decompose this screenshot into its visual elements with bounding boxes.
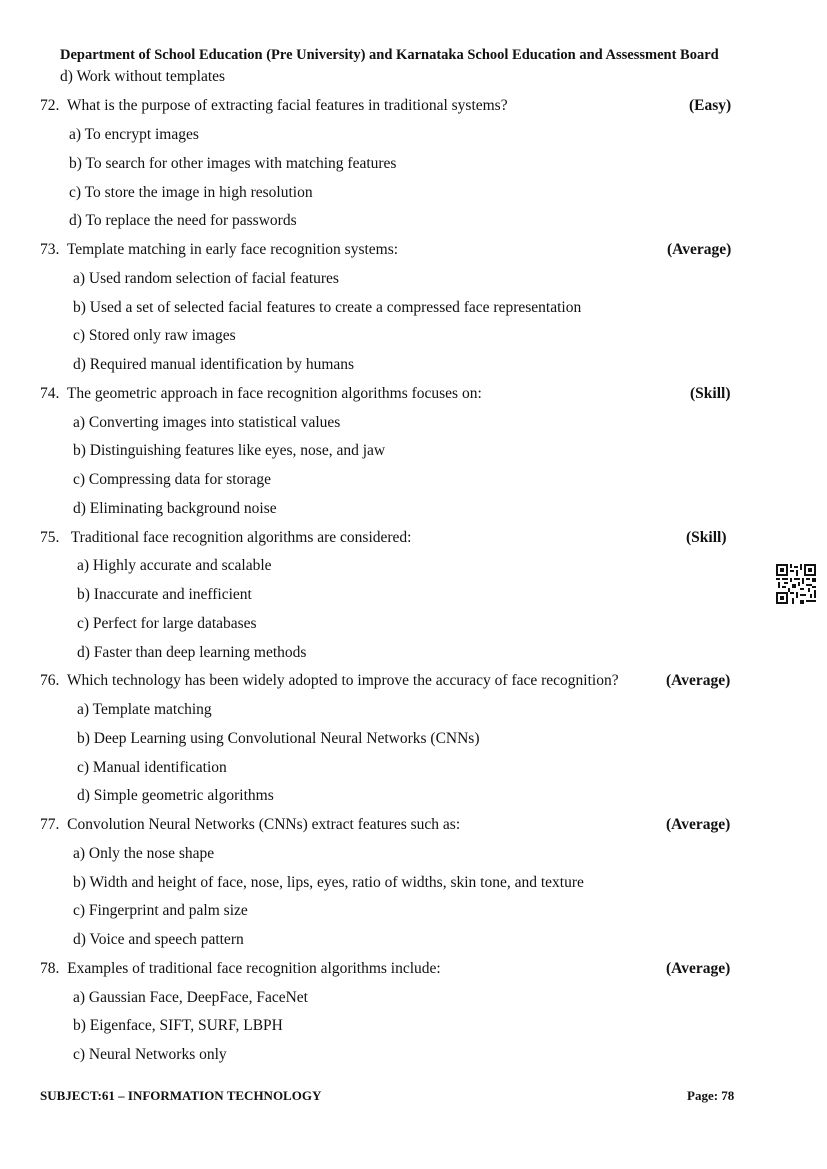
carry-over-option: d) Work without templates bbox=[60, 68, 226, 85]
difficulty-badge: (Average) bbox=[666, 672, 731, 689]
question-75 bbox=[40, 529, 412, 547]
option-d: d) To replace the need for passwords bbox=[69, 212, 297, 229]
question-number: 76. bbox=[40, 672, 60, 689]
option-b: b) To search for other images with matching features bbox=[69, 155, 397, 172]
difficulty-badge: (Easy) bbox=[689, 97, 732, 114]
option-c: c) Perfect for large databases bbox=[77, 615, 257, 632]
question-77 bbox=[40, 816, 460, 834]
question-73 bbox=[40, 241, 398, 259]
difficulty-badge: (Skill) bbox=[686, 529, 727, 546]
qr-code-graphic bbox=[776, 564, 816, 604]
question-72 bbox=[40, 97, 508, 115]
question-text: The geometric approach in face recognition algorithms focuses on: bbox=[66, 385, 482, 402]
difficulty-badge: (Average) bbox=[666, 960, 731, 977]
difficulty-badge: (Average) bbox=[666, 816, 731, 833]
footer-subject: SUBJECT:61 – INFORMATION TECHNOLOGY bbox=[40, 1088, 322, 1103]
option-c: c) Stored only raw images bbox=[73, 327, 236, 344]
option-c: c) To store the image in high resolution bbox=[69, 184, 313, 201]
option-a: a) Used random selection of facial features bbox=[73, 270, 339, 287]
qr-code-icon bbox=[776, 564, 816, 604]
question-text: Template matching in early face recognition systems: bbox=[66, 241, 399, 258]
option-a: a) To encrypt images bbox=[69, 126, 199, 143]
question-text: Which technology has been widely adopted to improve the accuracy of face recognition? bbox=[66, 672, 619, 689]
option-c: c) Fingerprint and palm size bbox=[73, 902, 248, 919]
difficulty-badge: (Skill) bbox=[690, 385, 731, 402]
option-b: b) Eigenface, SIFT, SURF, LBPH bbox=[73, 1017, 283, 1034]
question-number: 75. bbox=[40, 529, 60, 546]
option-d: d) Faster than deep learning methods bbox=[77, 644, 307, 661]
question-number: 77. bbox=[40, 816, 60, 833]
option-a: a) Highly accurate and scalable bbox=[77, 557, 272, 574]
question-number: 73. bbox=[40, 241, 60, 258]
option-b: b) Distinguishing features like eyes, nose, and jaw bbox=[73, 442, 386, 459]
page-header: Department of School Education (Pre University) and Karnataka School Education and Assessment Board bbox=[60, 47, 719, 63]
option-a: a) Converting images into statistical values bbox=[73, 414, 341, 431]
question-text: Traditional face recognition algorithms are considered: bbox=[70, 529, 412, 546]
option-b: b) Inaccurate and inefficient bbox=[77, 586, 252, 603]
option-b: b) Width and height of face, nose, lips, eyes, ratio of widths, skin tone, and texture bbox=[73, 874, 584, 891]
footer-page-number: Page: 78 bbox=[687, 1088, 735, 1103]
option-a: a) Only the nose shape bbox=[73, 845, 215, 862]
option-b: b) Used a set of selected facial features to create a compressed face representation bbox=[73, 299, 582, 316]
question-text: Examples of traditional face recognition algorithms include: bbox=[67, 960, 441, 977]
option-d: d) Voice and speech pattern bbox=[73, 931, 244, 948]
option-a: a) Template matching bbox=[77, 701, 212, 718]
option-c: c) Manual identification bbox=[77, 759, 227, 776]
question-number: 78. bbox=[40, 960, 60, 977]
question-text: What is the purpose of extracting facial features in traditional systems? bbox=[66, 97, 508, 114]
option-c: c) Neural Networks only bbox=[73, 1046, 227, 1063]
question-number: 72. bbox=[40, 97, 60, 114]
question-text: Convolution Neural Networks (CNNs) extract features such as: bbox=[67, 816, 461, 833]
question-74 bbox=[40, 385, 482, 403]
option-c: c) Compressing data for storage bbox=[73, 471, 271, 488]
difficulty-badge: (Average) bbox=[667, 241, 732, 258]
option-d: d) Eliminating background noise bbox=[73, 500, 277, 517]
option-b: b) Deep Learning using Convolutional Neural Networks (CNNs) bbox=[77, 730, 480, 747]
question-76 bbox=[40, 672, 619, 690]
option-d: d) Simple geometric algorithms bbox=[77, 787, 274, 804]
option-d: d) Required manual identification by humans bbox=[73, 356, 355, 373]
question-78 bbox=[40, 960, 441, 978]
option-a: a) Gaussian Face, DeepFace, FaceNet bbox=[73, 989, 308, 1006]
question-number: 74. bbox=[40, 385, 60, 402]
